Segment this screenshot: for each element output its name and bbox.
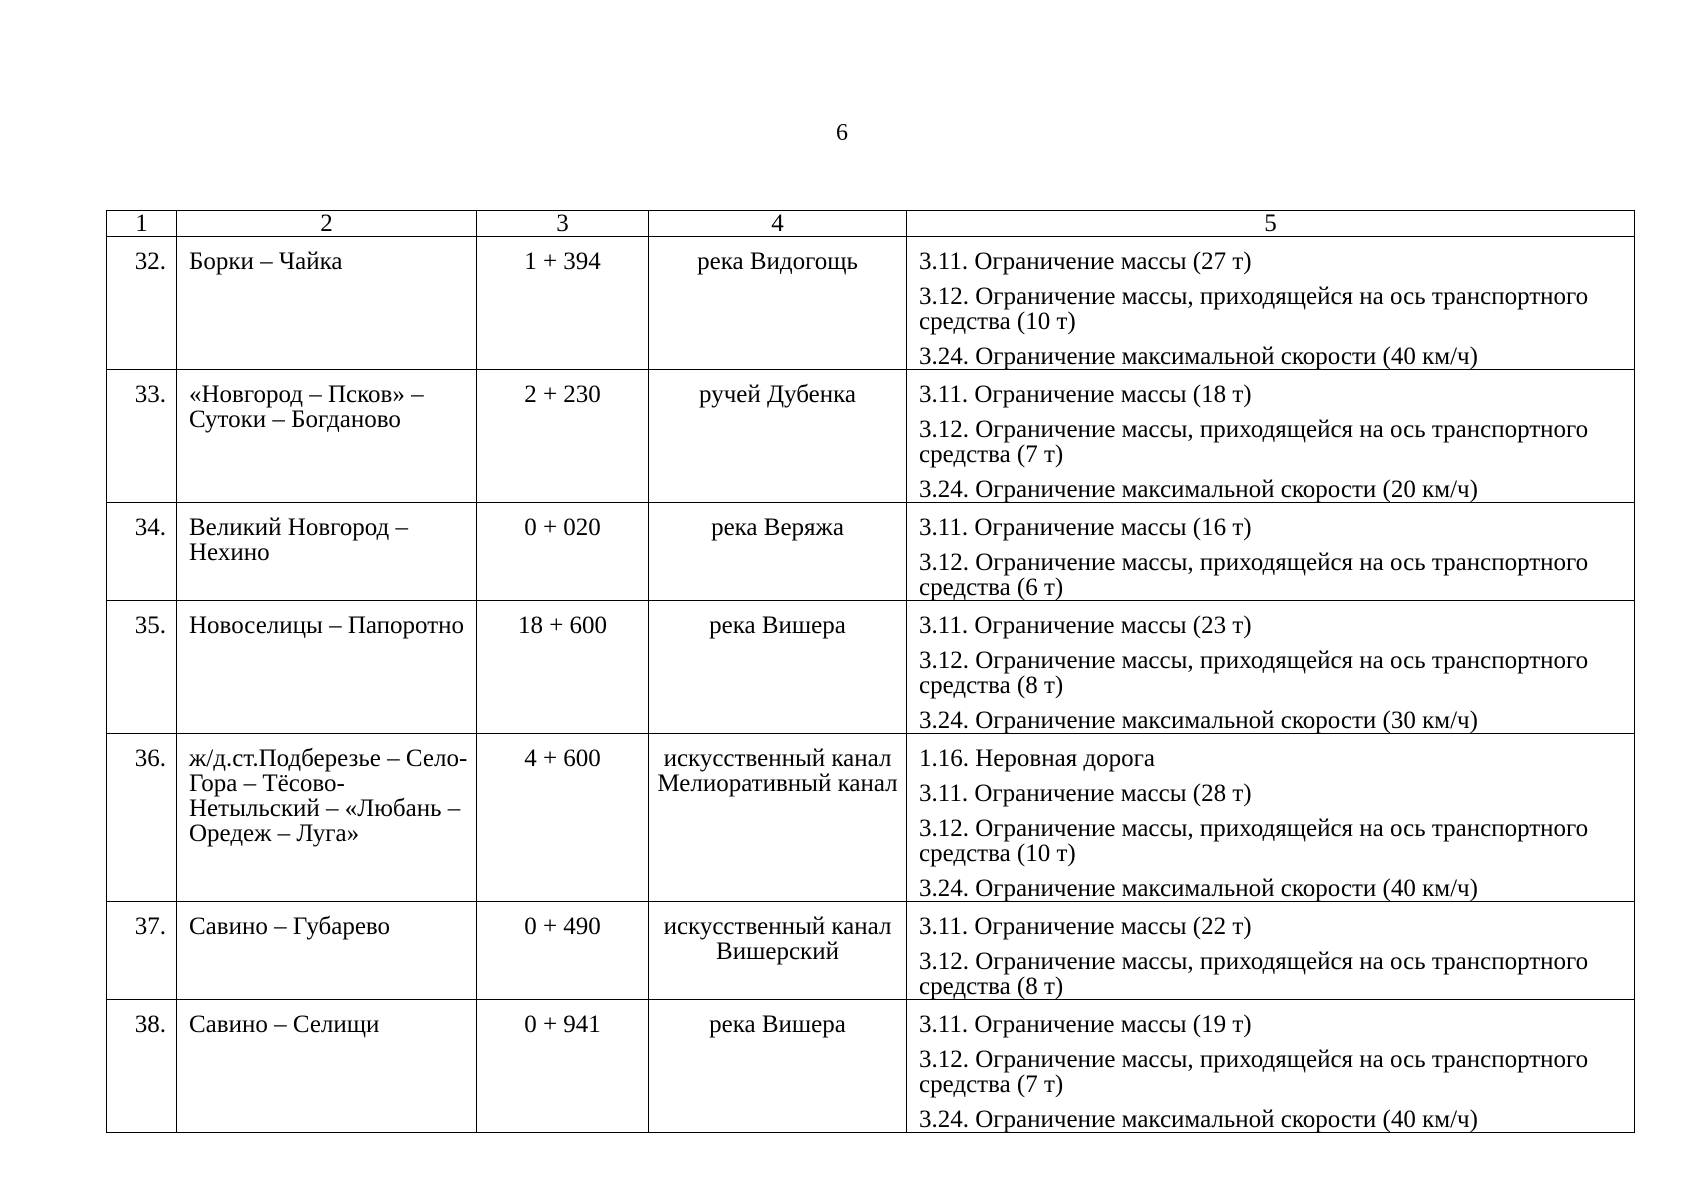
table-row (107, 503, 1635, 601)
restriction-item: 3.24. Ограничение максимальной скорости (30 км/ч) (919, 707, 1478, 734)
obstacle-cell: река Вишера (649, 601, 907, 734)
restriction-item: 3.24. Ограничение максимальной скорости (40 км/ч) (919, 343, 1478, 370)
obstacle-cell: искусственный канал Вишерский (649, 902, 907, 1000)
kilometer-cell: 0 + 941 (477, 1000, 649, 1133)
table-row (107, 902, 1635, 1000)
restrictions-cell (907, 237, 1635, 370)
obstacle-cell: река Веряжа (649, 503, 907, 601)
kilometer-cell: 2 + 230 (477, 370, 649, 503)
restrictions-cell (907, 370, 1635, 503)
table-row (107, 237, 1635, 370)
road-name-cell: Савино – Губарево (177, 902, 477, 1000)
road-name-cell: Великий Новгород – Нехино (177, 503, 477, 601)
restriction-item: 3.11. Ограничение массы (22 т) (919, 913, 1252, 940)
table-row (107, 370, 1635, 503)
header-row (107, 211, 1635, 237)
restriction-item: 3.11. Ограничение массы (27 т) (919, 248, 1252, 275)
restriction-item: 1.16. Неровная дорога (919, 745, 1155, 772)
restriction-item: 3.12. Ограничение массы, приходящейся на ось транспортного средства (7 т) (919, 1046, 1589, 1098)
row-number-cell: 36. (107, 734, 177, 902)
obstacle-cell: ручей Дубенка (649, 370, 907, 503)
row-number-cell: 38. (107, 1000, 177, 1133)
restrictions-cell (907, 734, 1635, 902)
row-number-cell: 35. (107, 601, 177, 734)
table-row (107, 734, 1635, 902)
column-header: 2 (177, 211, 477, 237)
row-number-cell: 33. (107, 370, 177, 503)
column-header: 1 (107, 211, 177, 237)
restriction-item: 3.11. Ограничение массы (16 т) (919, 514, 1252, 541)
restriction-item: 3.11. Ограничение массы (18 т) (919, 381, 1252, 408)
table-body (107, 211, 1635, 1133)
row-number-cell: 34. (107, 503, 177, 601)
restriction-item: 3.12. Ограничение массы, приходящейся на ось транспортного средства (10 т) (919, 283, 1589, 335)
column-header: 4 (649, 211, 907, 237)
restrictions-table (106, 210, 1635, 1133)
restrictions-cell (907, 902, 1635, 1000)
column-header: 5 (907, 211, 1635, 237)
restriction-item: 3.12. Ограничение массы, приходящейся на ось транспортного средства (8 т) (919, 647, 1589, 699)
kilometer-cell: 4 + 600 (477, 734, 649, 902)
table-row (107, 601, 1635, 734)
restriction-item: 3.12. Ограничение массы, приходящейся на ось транспортного средства (7 т) (919, 416, 1589, 468)
obstacle-cell: река Видогощь (649, 237, 907, 370)
restriction-item: 3.12. Ограничение массы, приходящейся на ось транспортного средства (8 т) (919, 948, 1589, 1000)
page-number: 6 (836, 120, 848, 146)
restrictions-cell (907, 601, 1635, 734)
restriction-item: 3.11. Ограничение массы (23 т) (919, 612, 1252, 639)
restrictions-cell (907, 1000, 1635, 1133)
restriction-item: 3.12. Ограничение массы, приходящейся на ось транспортного средства (10 т) (919, 815, 1589, 867)
column-header: 3 (477, 211, 649, 237)
kilometer-cell: 0 + 490 (477, 902, 649, 1000)
kilometer-cell: 1 + 394 (477, 237, 649, 370)
road-name-cell: Новоселицы – Папоротно (177, 601, 477, 734)
road-name-cell: «Новгород – Псков» – Сутоки – Богданово (177, 370, 477, 503)
restriction-item: 3.11. Ограничение массы (19 т) (919, 1011, 1252, 1038)
table-row (107, 1000, 1635, 1133)
road-name-cell: Борки – Чайка (177, 237, 477, 370)
road-name-cell: ж/д.ст.Подберезье – Село-Гора – Тёсово-Нетыльский – «Любань – Оредеж – Луга» (177, 734, 477, 902)
restriction-item: 3.12. Ограничение массы, приходящейся на ось транспортного средства (6 т) (919, 549, 1589, 601)
obstacle-cell: искусственный канал Мелиоративный канал (649, 734, 907, 902)
obstacle-cell: река Вишера (649, 1000, 907, 1133)
row-number-cell: 37. (107, 902, 177, 1000)
restriction-item: 3.24. Ограничение максимальной скорости (20 км/ч) (919, 476, 1478, 503)
restrictions-cell (907, 503, 1635, 601)
restriction-item: 3.24. Ограничение максимальной скорости (40 км/ч) (919, 875, 1478, 902)
kilometer-cell: 0 + 020 (477, 503, 649, 601)
row-number-cell: 32. (107, 237, 177, 370)
kilometer-cell: 18 + 600 (477, 601, 649, 734)
road-name-cell: Савино – Селищи (177, 1000, 477, 1133)
restriction-item: 3.11. Ограничение массы (28 т) (919, 780, 1252, 807)
restriction-item: 3.24. Ограничение максимальной скорости (40 км/ч) (919, 1106, 1478, 1133)
